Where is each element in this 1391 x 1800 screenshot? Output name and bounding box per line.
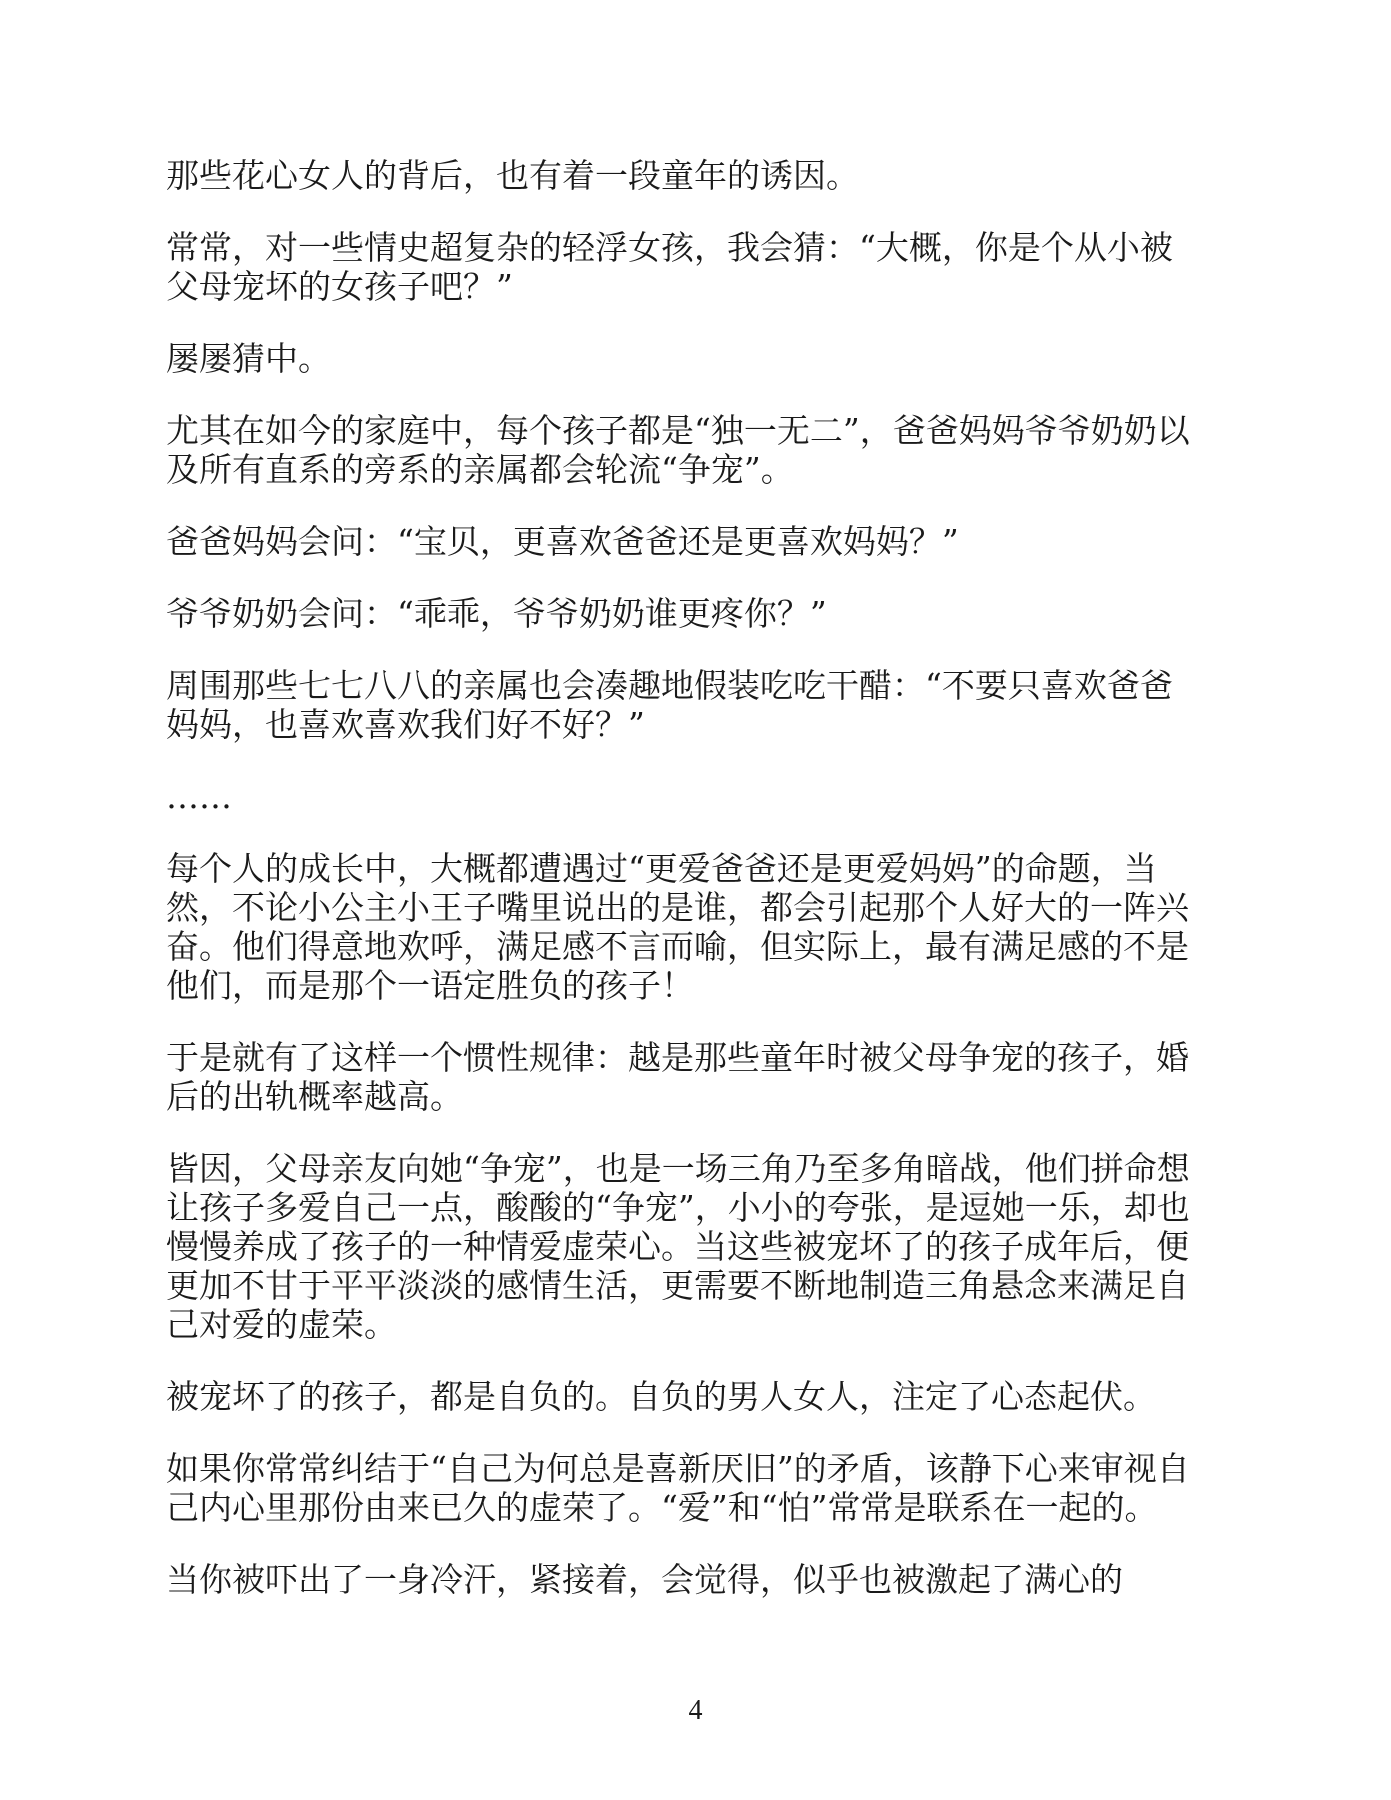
text-line: 更加不甘于平平淡淡的感情生活，更需要不断地制造三角悬念来满足自: [166, 1266, 1189, 1305]
text-line: 奋。他们得意地欢呼，满足感不言而喻，但实际上，最有满足感的不是: [166, 927, 1189, 966]
paragraph: [166, 777, 1226, 816]
text-line: 爸爸妈妈会问：“宝贝，更喜欢爸爸还是更喜欢妈妈？”: [166, 522, 959, 561]
text-line: 屡屡猜中。: [166, 339, 331, 378]
text-line: 于是就有了这样一个惯性规律：越是那些童年时被父母争宠的孩子，婚: [166, 1038, 1189, 1077]
text-line: 尤其在如今的家庭中，每个孩子都是“独一无二”，爸爸妈妈爷爷奶奶以: [166, 411, 1190, 450]
paragraph: [166, 156, 1226, 195]
paragraph: [166, 339, 1226, 378]
text-line: 父母宠坏的女孩子吧？”: [166, 267, 513, 306]
paragraph: [166, 1038, 1226, 1116]
text-line: 被宠坏了的孩子，都是自负的。自负的男人女人，注定了心态起伏。: [166, 1377, 1156, 1416]
text-line: ……: [166, 777, 232, 816]
paragraph: [166, 849, 1226, 1005]
text-line: 然，不论小公主小王子嘴里说出的是谁，都会引起那个人好大的一阵兴: [166, 888, 1189, 927]
text-line: 后的出轨概率越高。: [166, 1077, 463, 1116]
text-line: 及所有直系的旁系的亲属都会轮流“争宠”。: [166, 450, 794, 489]
paragraph: [166, 228, 1226, 306]
text-line: 当你被吓出了一身冷汗，紧接着，会觉得，似乎也被激起了满心的: [166, 1560, 1123, 1599]
paragraph: [166, 594, 1226, 633]
text-line: 如果你常常纠结于“自己为何总是喜新厌旧”的矛盾，该静下心来审视自: [166, 1449, 1190, 1488]
text-line: 爷爷奶奶会问：“乖乖，爷爷奶奶谁更疼你？”: [166, 594, 827, 633]
text-line: 慢慢养成了孩子的一种情爱虚荣心。当这些被宠坏了的孩子成年后，便: [166, 1227, 1189, 1266]
paragraph: [166, 1560, 1226, 1599]
body-text: [166, 156, 1226, 1632]
text-line: 己内心里那份由来已久的虚荣了。“爱”和“怕”常常是联系在一起的。: [166, 1488, 1158, 1527]
paragraph: [166, 1149, 1226, 1344]
paragraph: [166, 1449, 1226, 1527]
text-line: 妈妈，也喜欢喜欢我们好不好？”: [166, 705, 645, 744]
text-line: 周围那些七七八八的亲属也会凑趣地假装吃吃干醋：“不要只喜欢爸爸: [166, 666, 1173, 705]
paragraph: [166, 1377, 1226, 1416]
text-line: 常常，对一些情史超复杂的轻浮女孩，我会猜：“大概，你是个从小被: [166, 228, 1173, 267]
paragraph: [166, 411, 1226, 489]
page-number: 4: [688, 1695, 703, 1726]
paragraph: [166, 666, 1226, 744]
text-line: 皆因，父母亲友向她“争宠”，也是一场三角乃至多角暗战，他们拼命想: [166, 1149, 1190, 1188]
text-line: 己对爱的虚荣。: [166, 1305, 397, 1344]
text-line: 那些花心女人的背后，也有着一段童年的诱因。: [166, 156, 859, 195]
paragraph: [166, 522, 1226, 561]
text-line: 每个人的成长中，大概都遭遇过“更爱爸爸还是更爱妈妈”的命题，当: [166, 849, 1157, 888]
text-line: 他们，而是那个一语定胜负的孩子！: [166, 966, 694, 1005]
text-line: 让孩子多爱自己一点，酸酸的“争宠”，小小的夸张，是逗她一乐，却也: [166, 1188, 1190, 1227]
